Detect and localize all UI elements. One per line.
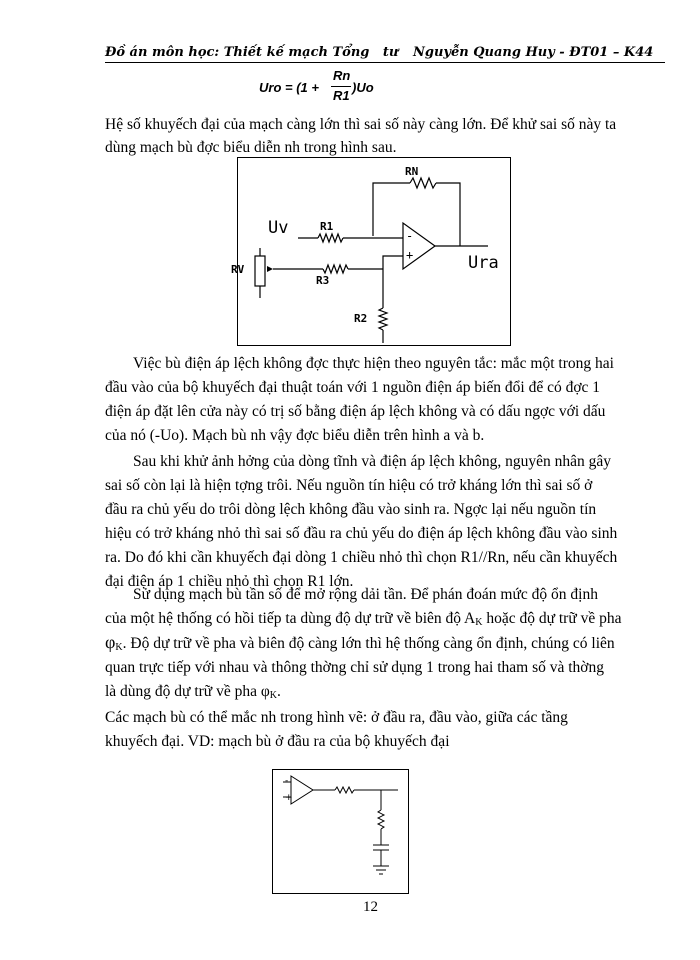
- header-rule: [105, 62, 665, 63]
- subscript: K: [475, 617, 483, 628]
- label-plus: +: [406, 248, 414, 262]
- opamp-plus: +: [285, 793, 293, 803]
- text-line: [105, 680, 665, 708]
- label-r3: R3: [316, 274, 330, 287]
- formula-numerator: Rn: [333, 68, 351, 83]
- text-line: dùng mạch bù đợc biểu diễn nh trong hình sau.: [105, 139, 397, 156]
- formula-fraction-bar: [331, 86, 351, 87]
- arrow-icon: [267, 266, 273, 272]
- text-line: Các mạch bù có thể mắc nh trong hình vẽ: ở đầu ra, đầu vào, giữa các tầng: [105, 709, 568, 726]
- label-r1: R1: [320, 220, 334, 233]
- circuit-diagram: [238, 158, 510, 345]
- opamp-minus: -: [285, 776, 289, 786]
- subscript: K: [115, 642, 123, 653]
- circuit-frame-output-compensation: [272, 769, 409, 894]
- text-line: khuyếch đại. VD: mạch bù ở đầu ra của bộ khuyếch đại: [105, 733, 450, 750]
- text-line: đại điện áp 1 chiều nhỏ thì chọn R1 lớn.: [105, 573, 354, 590]
- label-rn: RN: [405, 165, 419, 178]
- label-rv: RV: [231, 263, 245, 276]
- label-ura: Ura: [468, 253, 499, 273]
- subscript: K: [269, 690, 278, 701]
- text-line: điện áp đặt lên cửa này có trị số bằng điện áp lệch không và có dấu ngợc với dấu: [105, 403, 606, 420]
- formula-rhs: )Uo: [352, 80, 374, 95]
- text-line: quan trực tiếp với nhau và thông thờng chỉ sử dụng 1 trong hai tham số và thờng: [105, 659, 604, 676]
- header-right: Nguyễn Quang Huy - ĐT01 – K44: [413, 45, 654, 60]
- page-number: 12: [363, 899, 378, 915]
- text-line: Việc bù điện áp lệch không đợc thực hiện theo nguyên tắc: mắc một trong hai: [133, 355, 614, 372]
- text-line: Sử dụng mạch bù tần số để mở rộng dải tần. Để phán đoán mức độ ổn định: [133, 586, 598, 603]
- text-line: Sau khi khử ảnh hởng của dòng tĩnh và điện áp lệch không, nguyên nhân gây: [133, 453, 612, 470]
- circuit-frame-offset-compensation: [231, 157, 511, 346]
- text-line: Hệ số khuyếch đại của mạch càng lớn thì sai số này càng lớn. Để khử sai số này ta: [105, 116, 617, 133]
- text-run: hoặc độ dự trữ về pha: [482, 610, 622, 627]
- text-line: ra. Do đó khi cần khuyếch đại dòng 1 chiều nhỏ thì chọn R1//Rn, nếu cần khuyếch: [105, 549, 618, 566]
- text-line: đầu vào của bộ khuyếch đại thuật toán với 1 nguồn điện áp biến đổi để có đợc 1: [105, 379, 601, 396]
- label-r2: R2: [354, 312, 368, 325]
- text-run: . Độ dự trữ về pha và biên độ càng lớn thì hệ thống càng ổn định, chúng có liên: [122, 635, 615, 652]
- compensation-circuit-diagram: [273, 770, 408, 893]
- text-line: hiệu có trở kháng nhỏ thì sai số đầu ra chủ yếu do điện áp lệch không đầu vào sinh: [105, 525, 618, 542]
- formula-denominator: R1: [333, 88, 350, 103]
- text-run: là dùng độ dự trữ về pha φ: [105, 683, 270, 700]
- text-run: .: [277, 683, 281, 700]
- formula: [259, 68, 389, 108]
- phi-symbol: φ: [105, 632, 116, 652]
- label-uv: Uv: [268, 218, 289, 238]
- formula-lhs: Uro = (1 +: [259, 80, 319, 95]
- text-run: của một hệ thống có hồi tiếp ta dùng độ dự trữ về biên độ A: [105, 610, 476, 627]
- label-minus: -: [406, 229, 414, 243]
- text-line: đầu ra chủ yếu do trôi dòng lệch không đầu vào sinh ra. Ngợc lại nếu nguồn tín: [105, 501, 597, 518]
- text-line: sai số còn lại là hiện tợng trôi. Nếu nguồn tín hiệu có trở kháng lớn thì sai số ở: [105, 477, 593, 494]
- header-left: Đồ án môn học: Thiết kế mạch Tổng tư: [105, 45, 399, 60]
- text-line: của nó (-Uo). Mạch bù nh vậy đợc biểu diễn trên hình a và b.: [105, 427, 485, 444]
